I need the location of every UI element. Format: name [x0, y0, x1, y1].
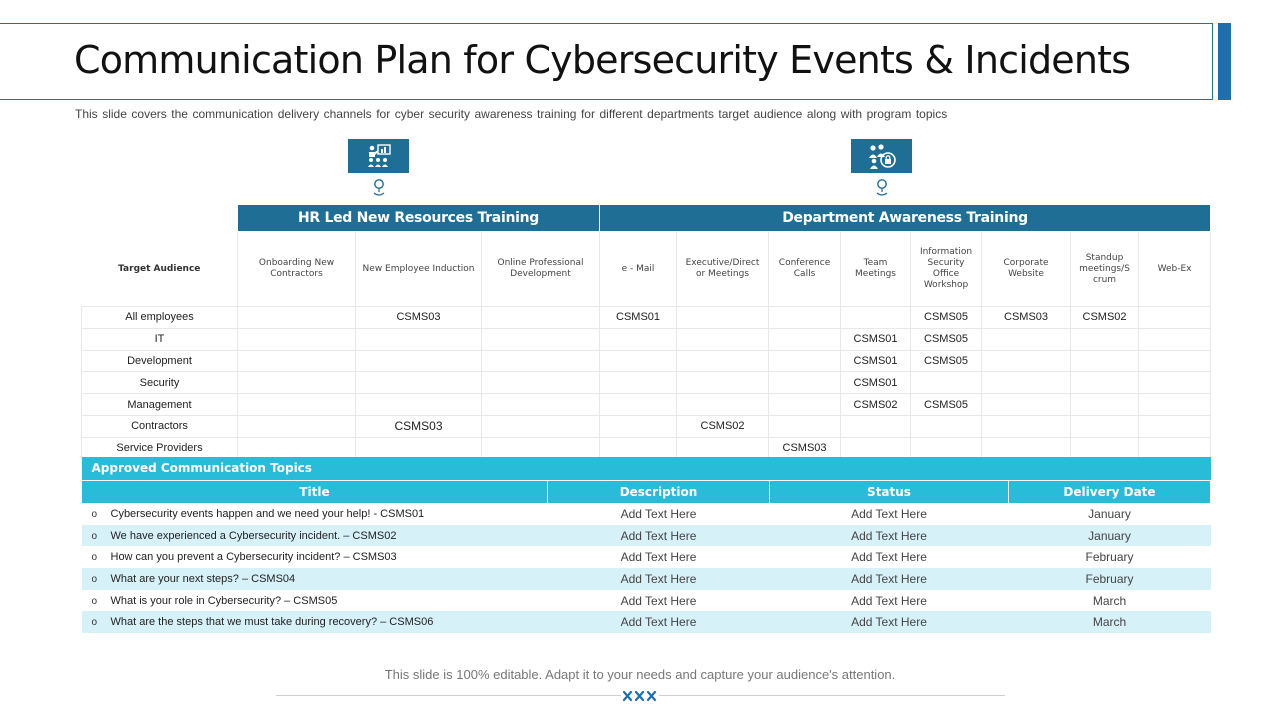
matrix-cell — [1071, 437, 1139, 459]
matrix-cell: CSMS01 — [841, 372, 911, 394]
topic-title: What are your next steps? – CSMS04 — [110, 572, 296, 585]
matrix-cell — [841, 437, 911, 459]
matrix-cell — [1071, 350, 1139, 372]
matrix-cell: CSMS05 — [911, 307, 982, 329]
matrix-cell — [677, 372, 769, 394]
matrix-cell — [600, 350, 677, 372]
matrix-cell — [356, 328, 482, 350]
matrix-cell — [356, 437, 482, 459]
matrix-cell — [1139, 394, 1211, 416]
matrix-cell — [482, 307, 600, 329]
target-audience-label: Target Audience — [118, 263, 201, 274]
matrix-cell — [482, 372, 600, 394]
matrix-cell: CSMS02 — [677, 415, 769, 437]
matrix-cell — [356, 350, 482, 372]
matrix-cell — [769, 394, 841, 416]
matrix-cell — [238, 437, 356, 459]
topic-description: Add Text Here — [620, 593, 697, 608]
topic-status: Add Text Here — [770, 611, 1009, 633]
topics-header-status: Status — [770, 480, 1009, 503]
matrix-cell — [356, 372, 482, 394]
group-header-department: Department Awareness Training — [600, 205, 1211, 232]
accent-bar — [1218, 23, 1231, 100]
matrix-cell — [982, 328, 1071, 350]
matrix-row — [82, 415, 1211, 437]
matrix-cell — [1139, 350, 1211, 372]
matrix-cell — [1139, 415, 1211, 437]
topic-row — [82, 611, 1211, 633]
matrix-row — [82, 350, 1211, 372]
matrix-cell: CSMS01 — [841, 350, 911, 372]
topic-delivery-date: March — [1009, 611, 1211, 633]
bullet-icon: o — [91, 508, 98, 520]
matrix-cell: CSMS05 — [911, 394, 982, 416]
matrix-row — [82, 437, 1211, 459]
topics-header-title: Title — [82, 480, 548, 503]
topic-delivery-date: February — [1085, 550, 1134, 565]
bullet-icon: o — [91, 552, 98, 564]
matrix-corner — [82, 205, 238, 232]
matrix-cell — [1139, 437, 1211, 459]
topic-status: Add Text Here — [770, 568, 1009, 590]
matrix-cell — [356, 394, 482, 416]
matrix-cell — [1139, 372, 1211, 394]
matrix-row — [82, 307, 1211, 329]
topics-banner: Approved Communication Topics — [82, 457, 1211, 480]
matrix-cell — [677, 328, 769, 350]
matrix-cell — [769, 350, 841, 372]
matrix-cell: CSMS03 — [982, 307, 1071, 329]
topic-row — [82, 525, 1211, 547]
matrix-cell — [982, 350, 1071, 372]
topic-delivery-date: January — [1009, 525, 1211, 547]
matrix-cell — [982, 437, 1071, 459]
group-header-hr: HR Led New Resources Training — [238, 205, 600, 232]
topic-title: Cybersecurity events happen and we need your help! - CSMS01 — [110, 507, 425, 520]
matrix-cell: CSMS03 — [356, 307, 482, 329]
matrix-cell — [982, 394, 1071, 416]
brand-logo — [621, 689, 659, 703]
matrix-row — [82, 328, 1211, 350]
subtitle: This slide covers the communication delivery channels for cyber security awareness training for different departments target audience along with program topics — [75, 107, 948, 121]
bullet-icon: o — [91, 617, 98, 629]
bullet-icon: o — [91, 595, 98, 607]
topic-description: Add Text Here — [548, 611, 770, 633]
topic-row — [82, 590, 1211, 612]
matrix-cell — [911, 437, 982, 459]
topic-title-cell — [82, 611, 548, 633]
topic-title: We have experienced a Cybersecurity incident. – CSMS02 — [110, 529, 397, 542]
page-title: Communication Plan for Cybersecurity Events & Incidents — [74, 38, 1131, 82]
topic-title-cell — [82, 590, 548, 612]
matrix-cell — [238, 328, 356, 350]
matrix-cell — [238, 394, 356, 416]
matrix-cell — [769, 372, 841, 394]
audience-label: Security — [82, 372, 238, 394]
topic-status: Add Text Here — [851, 550, 927, 565]
matrix-cell — [238, 372, 356, 394]
column-header: Onboarding New Contractors — [238, 232, 356, 307]
topic-delivery-date: March — [1092, 593, 1127, 608]
matrix-cell: CSMS05 — [911, 350, 982, 372]
matrix-cell — [911, 415, 982, 437]
topic-title-cell — [82, 525, 548, 547]
matrix-cell: CSMS02 — [1071, 307, 1139, 329]
audience-label: All employees — [82, 307, 238, 329]
matrix-cell — [769, 328, 841, 350]
matrix-cell — [482, 328, 600, 350]
matrix-cell — [238, 307, 356, 329]
bullet-icon: o — [91, 530, 98, 542]
matrix-cell — [1071, 394, 1139, 416]
column-header: Team Meetings — [841, 232, 911, 307]
matrix-cell — [677, 350, 769, 372]
matrix-cell: CSMS01 — [841, 328, 911, 350]
column-header: e - Mail — [600, 232, 677, 307]
topic-status: Add Text Here — [851, 593, 927, 608]
column-header: Conference Calls — [769, 232, 841, 307]
audience-label: Management — [82, 394, 238, 416]
topics-header-description: Description — [548, 480, 770, 503]
matrix-cell — [1139, 307, 1211, 329]
topic-description: Add Text Here — [620, 550, 697, 565]
column-header: Corporate Website — [982, 232, 1071, 307]
matrix-cell — [1071, 415, 1139, 437]
topic-title-cell — [82, 503, 548, 525]
location-pin-icon — [876, 178, 888, 198]
matrix-cell: CSMS01 — [600, 307, 677, 329]
matrix-cell — [841, 307, 911, 329]
topic-delivery-date: February — [1009, 568, 1211, 590]
matrix-cell: CSMS03 — [769, 437, 841, 459]
bullet-icon: o — [91, 573, 98, 585]
matrix-cell — [600, 437, 677, 459]
audience-label: Contractors — [82, 415, 238, 437]
team-security-icon — [851, 139, 912, 173]
matrix-cell — [238, 415, 356, 437]
topic-title: What is your role in Cybersecurity? – CSMS05 — [110, 594, 338, 607]
topic-title: What are the steps that we must take during recovery? – CSMS06 — [110, 616, 434, 629]
location-pin-icon — [373, 178, 385, 198]
matrix-cell — [1139, 328, 1211, 350]
matrix-cell — [911, 372, 982, 394]
column-header: Information Security Office Workshop — [911, 232, 982, 307]
title-box — [0, 23, 1213, 100]
topic-status: Add Text Here — [851, 506, 927, 521]
approved-topics-table — [81, 457, 1211, 633]
audience-label: IT — [82, 328, 238, 350]
matrix-cell — [677, 307, 769, 329]
audience-label: Development — [82, 350, 238, 372]
topic-title: How can you prevent a Cybersecurity incident? – CSMS03 — [110, 551, 397, 564]
matrix-cell — [1071, 372, 1139, 394]
matrix-cell: CSMS03 — [356, 415, 482, 437]
matrix-cell — [600, 372, 677, 394]
topic-row — [82, 503, 1211, 525]
matrix-cell — [238, 350, 356, 372]
matrix-cell — [769, 307, 841, 329]
matrix-cell — [1071, 328, 1139, 350]
matrix-row — [82, 394, 1211, 416]
topic-description: Add Text Here — [620, 506, 697, 521]
matrix-cell — [841, 415, 911, 437]
matrix-cell — [769, 415, 841, 437]
matrix-cell — [600, 394, 677, 416]
topic-description: Add Text Here — [548, 568, 770, 590]
xxx-logo-icon — [622, 690, 658, 702]
topic-status: Add Text Here — [770, 525, 1009, 547]
matrix-cell: CSMS02 — [841, 394, 911, 416]
matrix-cell — [482, 437, 600, 459]
matrix-cell: CSMS05 — [911, 328, 982, 350]
topic-row — [82, 546, 1211, 568]
column-header: Online Professional Development — [482, 232, 600, 307]
matrix-cell — [482, 350, 600, 372]
matrix-cell — [482, 415, 600, 437]
channel-matrix — [81, 204, 1211, 460]
audience-label: Service Providers — [82, 437, 238, 459]
matrix-cell — [677, 394, 769, 416]
matrix-cell — [600, 328, 677, 350]
training-presentation-icon — [348, 139, 409, 173]
topic-title-cell — [82, 568, 548, 590]
topics-header-delivery-date: Delivery Date — [1009, 480, 1211, 503]
topic-description: Add Text Here — [548, 525, 770, 547]
footer-note: This slide is 100% editable. Adapt it to your needs and capture your audience's attention. — [384, 667, 896, 682]
matrix-cell — [482, 394, 600, 416]
topic-delivery-date: January — [1088, 506, 1131, 521]
matrix-cell — [600, 415, 677, 437]
matrix-cell — [982, 372, 1071, 394]
column-header: New Employee Induction — [356, 232, 482, 307]
topic-row — [82, 568, 1211, 590]
matrix-row — [82, 372, 1211, 394]
matrix-cell — [982, 415, 1071, 437]
matrix-cell — [677, 437, 769, 459]
column-header: Executive/Direct or Meetings — [677, 232, 769, 307]
column-header: Standup meetings/S crum — [1071, 232, 1139, 307]
topic-title-cell — [82, 546, 548, 568]
column-header: Web-Ex — [1139, 232, 1211, 307]
